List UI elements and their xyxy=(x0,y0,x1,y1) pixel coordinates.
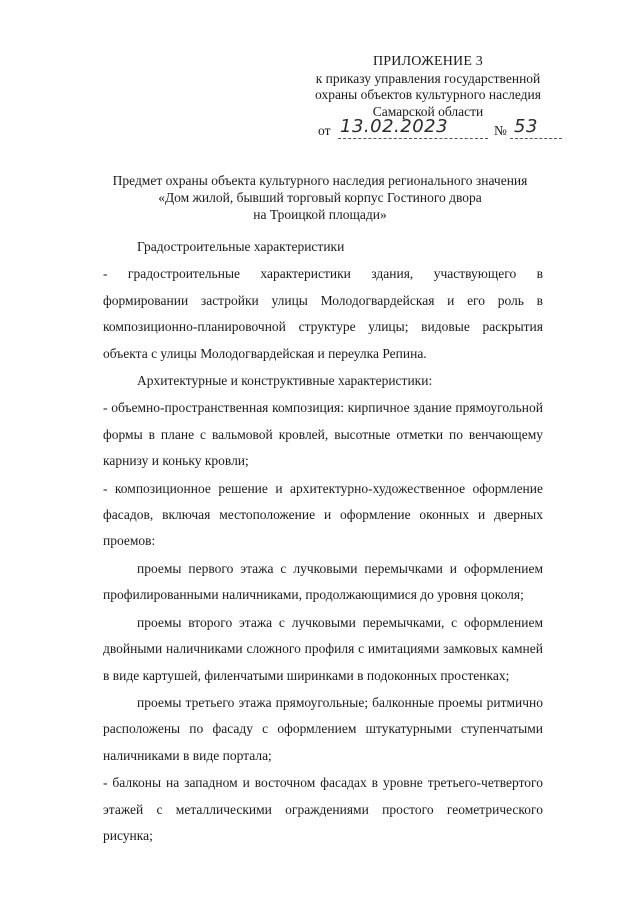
appendix-block xyxy=(300,54,556,120)
paragraph-facade-composition: - композиционное решение и архитектурно-художественное оформление фасадов, включая местоположение и оформление оконных и дверных проемов: xyxy=(103,480,543,549)
document-heading xyxy=(100,172,540,223)
number-underline xyxy=(510,138,562,139)
from-label: от xyxy=(318,123,331,138)
number-label: № xyxy=(494,123,507,138)
appendix-line: охраны объектов культурного наследия xyxy=(315,87,541,102)
handwritten-number: 53 xyxy=(514,116,538,137)
appendix-title: ПРИЛОЖЕНИЕ 3 xyxy=(372,54,484,69)
paragraph-third-floor-openings: проемы третьего этажа прямоугольные; балконные проемы ритмично расположены по фасаду с оформлением штукатурными ступенчатыми наличниками в виде портала; xyxy=(103,694,543,763)
order-date-number xyxy=(318,118,564,142)
section-title-architectural: Архитектурные и конструктивные характеристики: xyxy=(137,373,433,389)
date-underline xyxy=(338,138,488,139)
paragraph-balconies: - балконы на западном и восточном фасадах в уровне третьего-четвертого этажей с металлическими ограждениями простого геометрического рисунка; xyxy=(103,775,543,843)
heading-line: «Дом жилой, бывший торговый корпус Гостиного двора xyxy=(158,190,482,205)
paragraph-first-floor-openings: проемы первого этажа с лучковыми перемычками и оформлением профилированными наличниками, продолжающимися до уровня цоколя; xyxy=(103,560,543,603)
paragraph-second-floor-openings: проемы второго этажа с лучковыми перемычками, с оформлением двойными наличниками сложного профиля с имитациями замковых камней в виде картушей, филенчатыми ширинками в подоконных простенках; xyxy=(103,614,543,683)
section-title-urban: Градостроительные характеристики xyxy=(137,239,345,254)
handwritten-date: 13.02.2023 xyxy=(340,116,449,137)
paragraph-urban-characteristics: - градостроительные характеристики здания, участвующего в формировании застройки улицы Молодогвардейская и его роль в композиционно-планировочной структуре улицы; видовые раскрытия объекта с улицы Молодогвардейская и переулка Репина. xyxy=(103,266,543,361)
appendix-line: к приказу управления государственной xyxy=(315,70,541,86)
heading-line: Предмет охраны объекта культурного наследия регионального значения xyxy=(112,173,528,188)
document-body xyxy=(103,234,543,849)
paragraph-volume-composition: - объемно-пространственная композиция: кирпичное здание прямоугольной формы в плане с вальмовой кровлей, высотные отметки по венчающему карнизу и коньку кровли; xyxy=(103,400,543,469)
heading-line: на Троицкой площади» xyxy=(253,207,387,222)
appendix-line: Самарской области xyxy=(372,103,484,119)
